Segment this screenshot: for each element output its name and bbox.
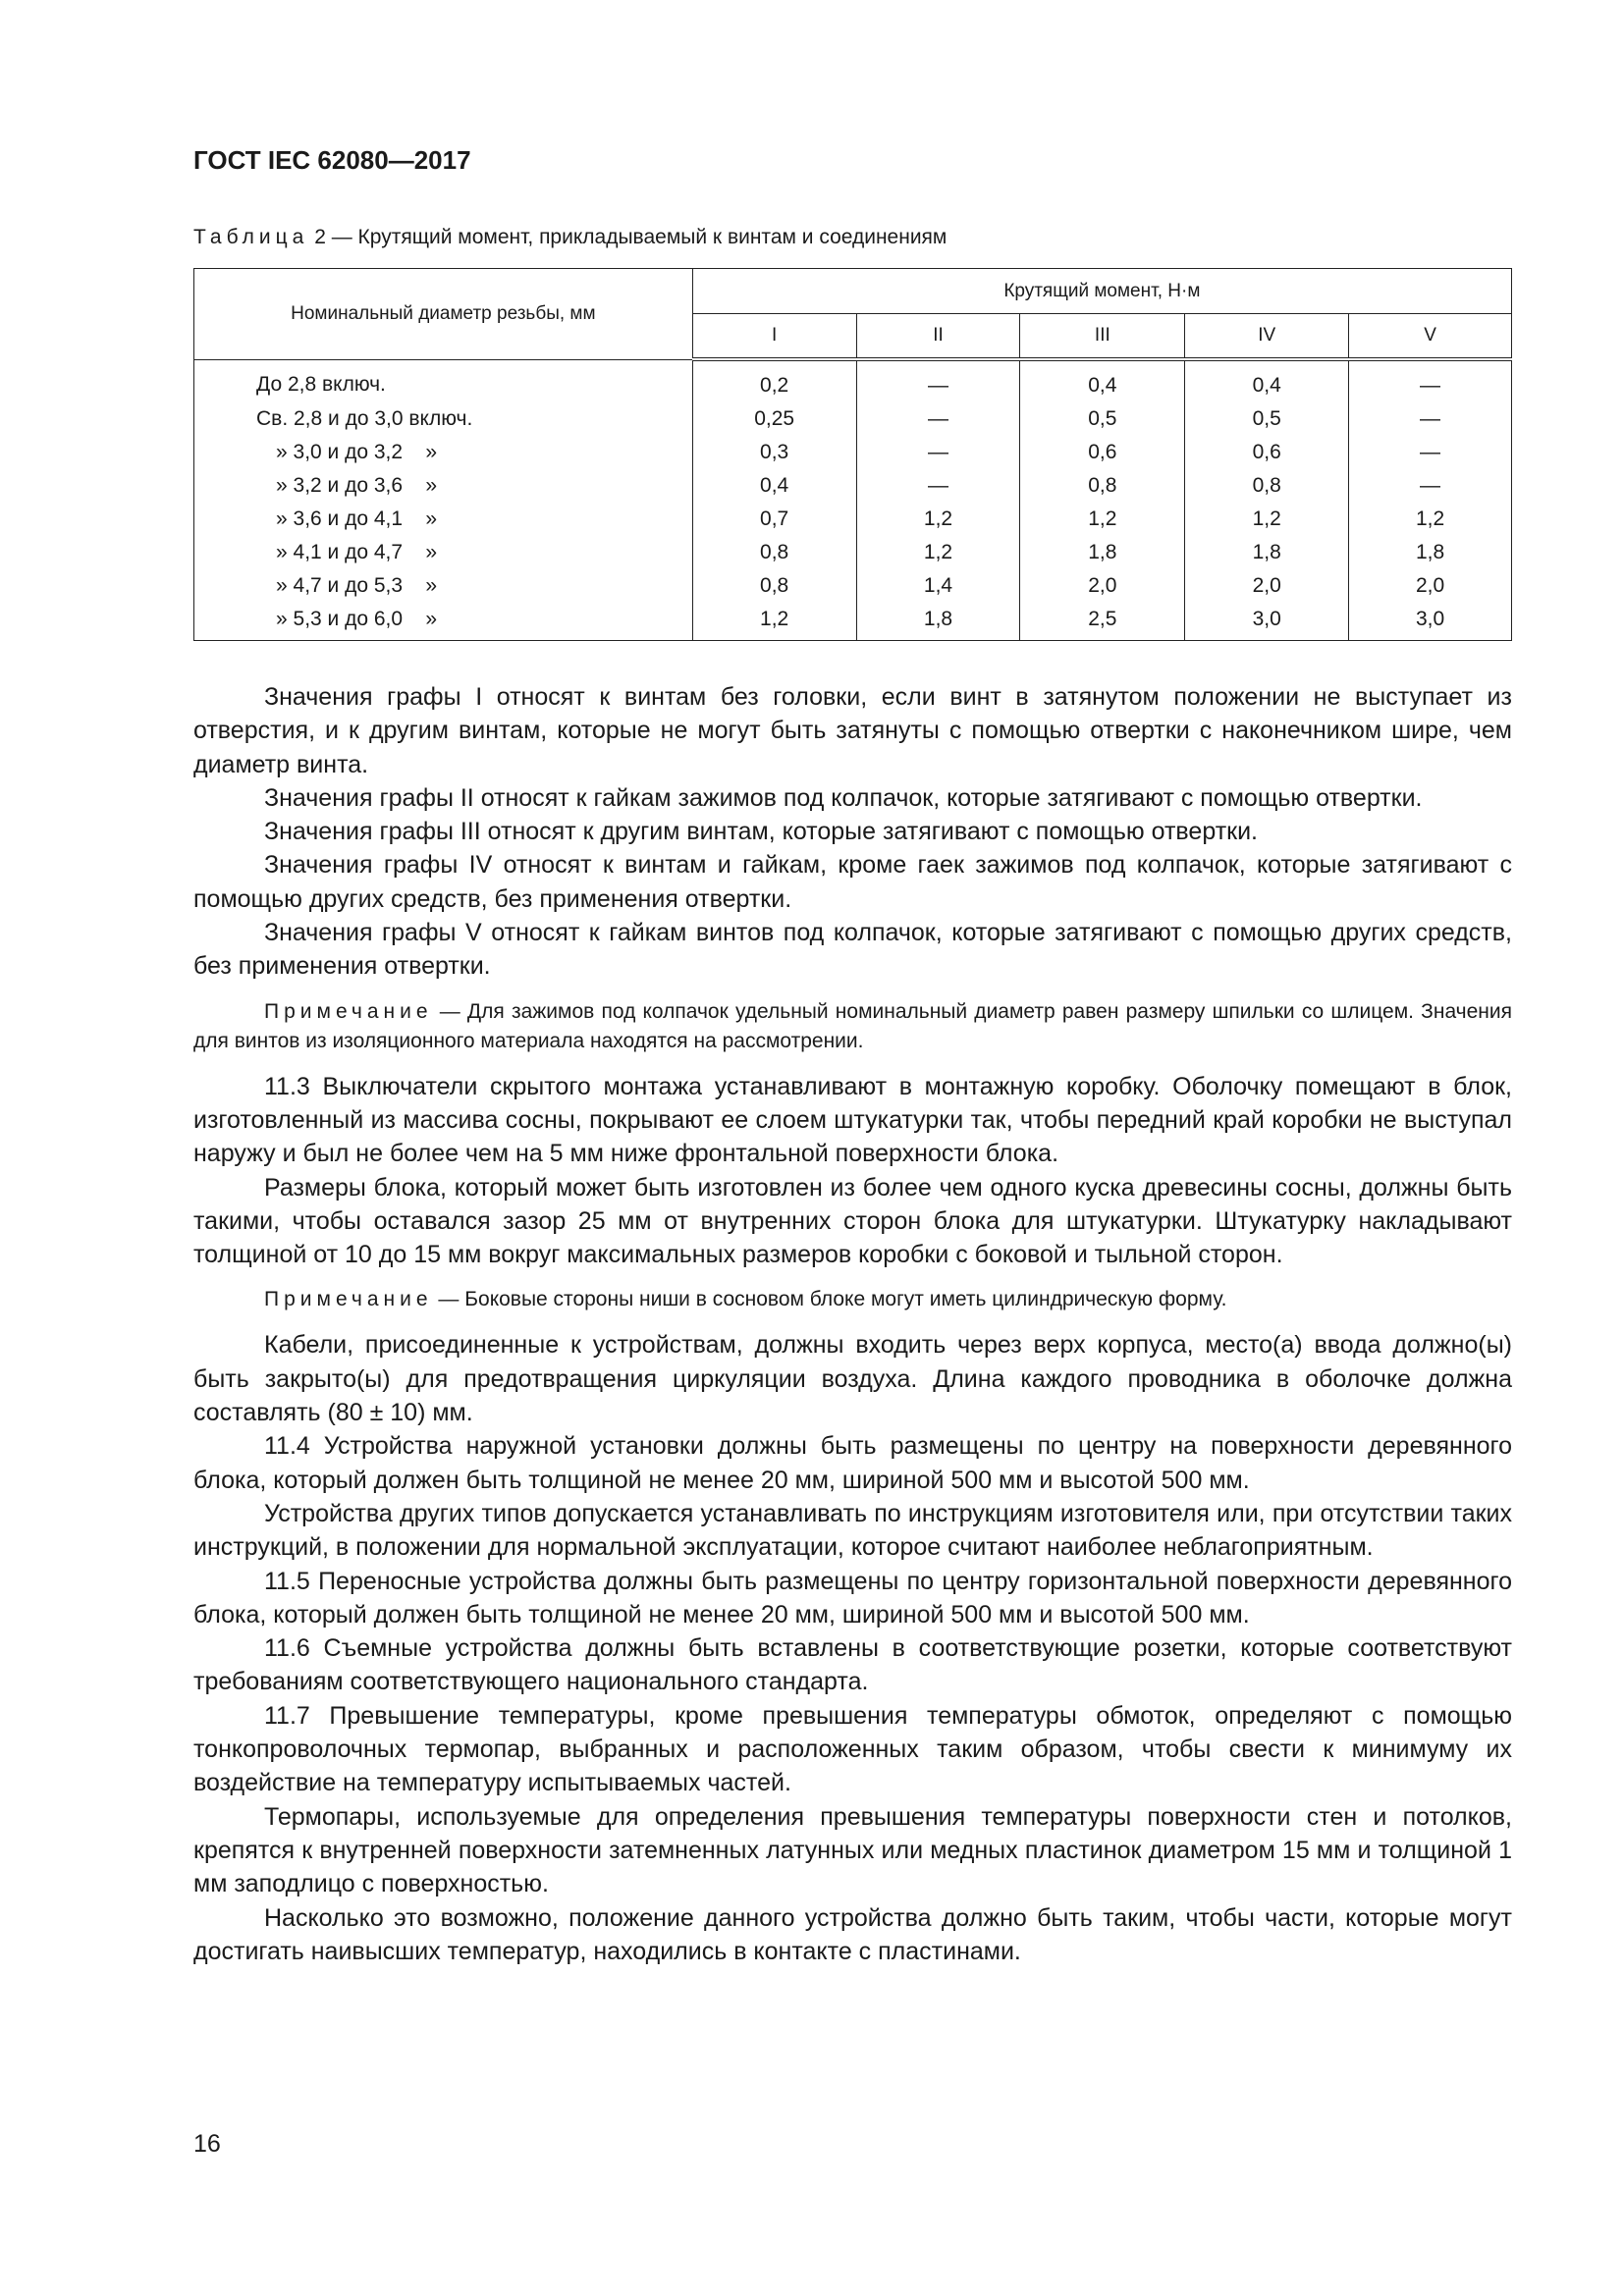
header-diameter: Номинальный диаметр резьбы, мм [194, 269, 693, 360]
document-header: ГОСТ IEC 62080—2017 [193, 145, 471, 175]
note-text: — Для зажимов под колпачок удельный номинальный диаметр равен размеру шпильки со шлицем. Значения для винтов из изоляционного материала находятся на рассмотрении. [193, 999, 1512, 1052]
paragraph: Размеры блока, который может быть изготовлен из более чем одного куска древесины сосны, должны быть такими, чтобы оставался зазор 25 мм от внутренних сторон блока для штукатурки. Штукатурку накладывают толщиной от 10 до 15 мм вокруг максимальных размеров коробки с боковой и тыльной сторон. [193, 1173, 1512, 1269]
torque-cell: — [1349, 359, 1512, 402]
torque-cell: 0,2 [692, 359, 856, 402]
diameter-cell: » 3,2 и до 3,6 » [194, 469, 693, 503]
header-col-2: II [856, 314, 1020, 360]
torque-cell: 2,0 [1349, 569, 1512, 603]
paragraph: Насколько это возможно, положение данного устройства должно быть таким, чтобы части, которые могут достигать наивысших температур, находились в контакте с пластинами. [193, 1903, 1512, 1965]
table-row [194, 469, 1512, 503]
torque-cell: 1,2 [692, 603, 856, 641]
header-col-1: I [692, 314, 856, 360]
torque-table [193, 268, 1512, 641]
table-caption [193, 226, 947, 249]
torque-cell: — [856, 469, 1020, 503]
torque-cell: 1,2 [1185, 503, 1349, 536]
torque-cell: — [1349, 402, 1512, 436]
header-col-4: IV [1185, 314, 1349, 360]
body-text [193, 680, 1512, 1968]
table-caption-text: 2 — Крутящий момент, прикладываемый к винтам и соединениям [314, 226, 947, 248]
torque-cell: 0,8 [692, 536, 856, 569]
header-col-5: V [1349, 314, 1512, 360]
paragraph: Значения графы V относят к гайкам винтов под колпачок, которые затягивают с помощью других средств, без применения отвертки. [193, 919, 1512, 981]
header-col-3: III [1020, 314, 1185, 360]
torque-cell: 0,8 [1020, 469, 1185, 503]
paragraph: Значения графы I относят к винтам без головки, если винт в затянутом положении не выступает из отверстия, и к другим винтам, которые не могут быть затянуты с помощью отвертки с наконечником шире, чем диаметр винта. [193, 683, 1512, 778]
table-row [194, 536, 1512, 569]
torque-cell: 1,2 [1349, 503, 1512, 536]
torque-cell: 0,4 [1185, 359, 1349, 402]
torque-cell: 0,6 [1185, 436, 1349, 469]
torque-cell: — [856, 359, 1020, 402]
torque-cell: 1,8 [1349, 536, 1512, 569]
table-row [194, 402, 1512, 436]
torque-cell: 0,3 [692, 436, 856, 469]
torque-cell: — [1349, 469, 1512, 503]
paragraph: Значения графы II относят к гайкам зажимов под колпачок, которые затягивают с помощью отвертки. [264, 783, 1423, 812]
torque-cell: 1,2 [856, 536, 1020, 569]
paragraph: 11.7 Превышение температуры, кроме превышения температуры обмоток, определяют с помощью тонкопроволочных термопар, выбранных и расположенных таким образом, чтобы свести к минимуму их воздействие на температуру испытываемых частей. [193, 1701, 1512, 1797]
diameter-cell: » 4,7 и до 5,3 » [194, 569, 693, 603]
note-text: — Боковые стороны ниши в сосновом блоке могут иметь цилиндрическую форму. [432, 1288, 1227, 1311]
diameter-cell: Св. 2,8 и до 3,0 включ. [194, 402, 693, 436]
page-number: 16 [193, 2130, 221, 2158]
torque-cell: — [856, 402, 1020, 436]
paragraph: 11.3 Выключатели скрытого монтажа устанавливают в монтажную коробку. Оболочку помещают в блок, изготовленный из массива сосны, покрывают ее слоем штукатурки так, чтобы передний край коробки не выступал наружу и был не более чем на 5 мм ниже фронтальной поверхности блока. [193, 1072, 1512, 1168]
header-torque: Крутящий момент, Н·м [692, 269, 1511, 314]
torque-cell: 0,5 [1020, 402, 1185, 436]
torque-cell: 0,8 [692, 569, 856, 603]
torque-cell: 1,2 [856, 503, 1020, 536]
paragraph: Значения графы IV относят к винтам и гайкам, кроме гаек зажимов под колпачок, которые затягивают с помощью других средств, без применения отвертки. [193, 851, 1512, 913]
torque-cell: 1,8 [1020, 536, 1185, 569]
note-label: Примечание [264, 1288, 433, 1311]
paragraph: Кабели, присоединенные к устройствам, должны входить через верх корпуса, место(а) ввода должно(ы) быть закрыто(ы) для предотвращения циркуляции воздуха. Длина каждого проводника в оболочке должна составлять (80 ± 10) мм. [193, 1331, 1512, 1427]
paragraph: 11.4 Устройства наружной установки должны быть размещены по центру на поверхности деревянного блока, который должен быть толщиной не менее 20 мм, шириной 500 мм и высотой 500 мм. [193, 1432, 1512, 1494]
diameter-cell: » 3,0 и до 3,2 » [194, 436, 693, 469]
torque-cell: 1,2 [1020, 503, 1185, 536]
paragraph: Устройства других типов допускается устанавливать по инструкциям изготовителя или, при отсутствии таких инструкций, в положении для нормальной эксплуатации, которое считают наиболее неблагоприятным. [193, 1499, 1512, 1562]
diameter-cell: » 3,6 и до 4,1 » [194, 503, 693, 536]
torque-cell: 0,5 [1185, 402, 1349, 436]
note-label: Примечание [264, 999, 433, 1023]
torque-cell: 3,0 [1349, 603, 1512, 641]
diameter-cell: » 4,1 и до 4,7 » [194, 536, 693, 569]
torque-cell: 0,4 [1020, 359, 1185, 402]
diameter-cell: До 2,8 включ. [194, 359, 693, 402]
table-caption-label: Таблица [193, 226, 309, 248]
torque-cell: 1,4 [856, 569, 1020, 603]
table-row [194, 569, 1512, 603]
torque-cell: 1,8 [1185, 536, 1349, 569]
torque-cell: 0,7 [692, 503, 856, 536]
paragraph: Термопары, используемые для определения превышения температуры поверхности стен и потолков, крепятся к внутренней поверхности затемненных латунных или медных пластинок диаметром 15 мм и толщиной 1 мм заподлицо с поверхностью. [193, 1802, 1512, 1898]
torque-cell: 0,25 [692, 402, 856, 436]
note-1 [193, 997, 1512, 1056]
torque-cell: 2,5 [1020, 603, 1185, 641]
torque-cell: — [856, 436, 1020, 469]
torque-cell: 0,8 [1185, 469, 1349, 503]
note-2 [193, 1285, 1512, 1314]
torque-cell: 2,0 [1020, 569, 1185, 603]
table-row [194, 436, 1512, 469]
torque-cell: 1,8 [856, 603, 1020, 641]
torque-cell: 0,4 [692, 469, 856, 503]
paragraph: 11.5 Переносные устройства должны быть размещены по центру горизонтальной поверхности деревянного блока, который должен быть толщиной не менее 20 мм, шириной 500 мм и высотой 500 мм. [193, 1567, 1512, 1629]
paragraph: Значения графы III относят к другим винтам, которые затягивают с помощью отвертки. [264, 818, 1258, 846]
torque-cell: 0,6 [1020, 436, 1185, 469]
table-row [194, 603, 1512, 641]
torque-cell: 2,0 [1185, 569, 1349, 603]
torque-cell: — [1349, 436, 1512, 469]
table-row [194, 503, 1512, 536]
torque-cell: 3,0 [1185, 603, 1349, 641]
table-row [194, 359, 1512, 402]
diameter-cell: » 5,3 и до 6,0 » [194, 603, 693, 641]
paragraph: 11.6 Съемные устройства должны быть вставлены в соответствующие розетки, которые соответствуют требованиям соответствующего национального стандарта. [193, 1634, 1512, 1696]
